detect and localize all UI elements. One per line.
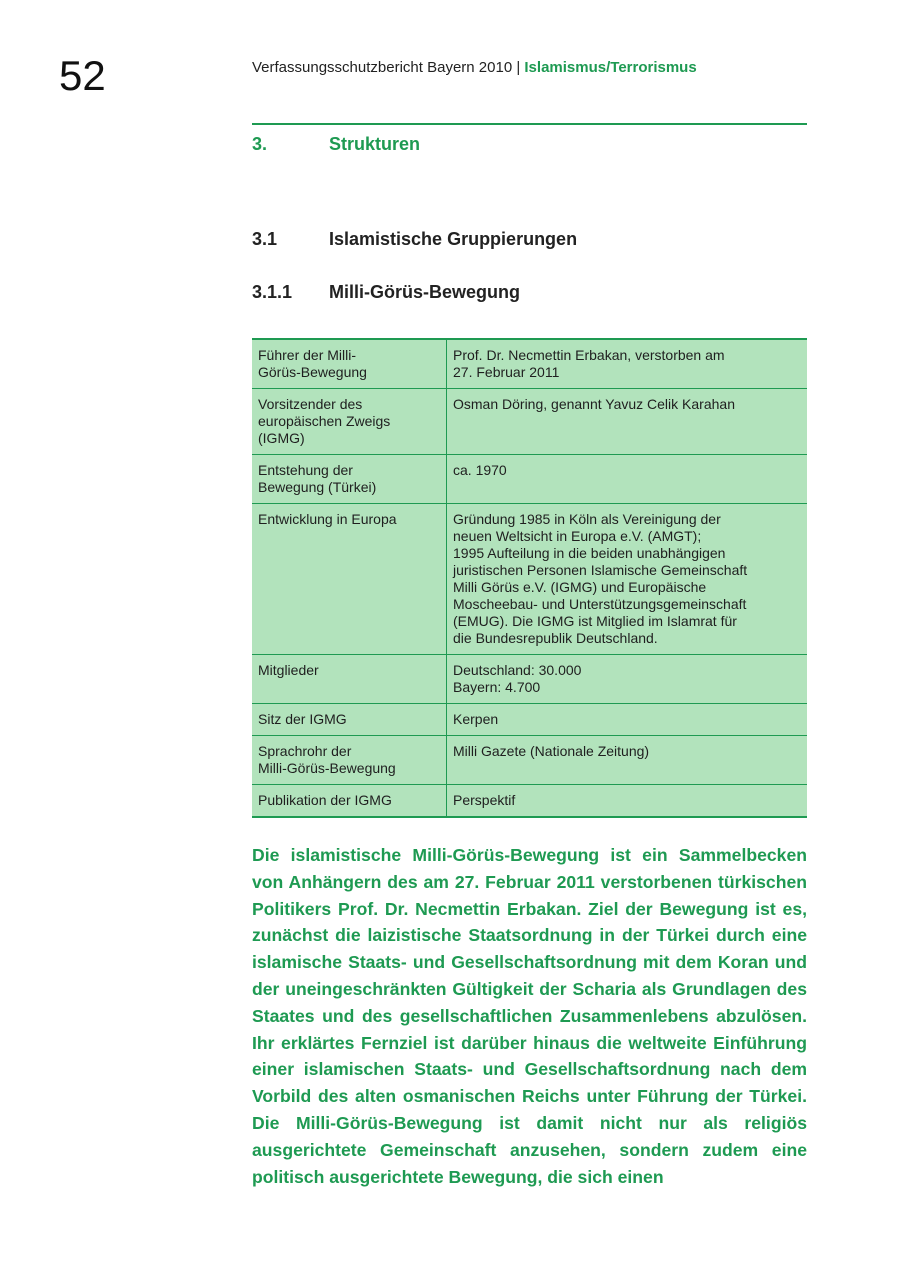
table-row: [252, 736, 807, 785]
fact-table: [252, 338, 807, 818]
table-row: [252, 785, 807, 818]
lead-paragraph: Die islamistische Milli-Görüs-Bewegung ist ein Sammelbecken von Anhängern des am 27. Februar 2011 verstorbenen türkischen Politikers Prof. Dr. Necmettin Erbakan. Ziel der Bewegung ist es, zunächst die laizistische Staatsordnung in der Türkei durch eine islamische Staats- und Gesellschaftsordnung mit dem Koran und der uneingeschränkten Gültigkeit der Scharia als Grundlagen des Staates und des gesellschaftlichen Zusammenlebens abzulösen. Ihr erklärtes Fernziel ist darüber hinaus die weltweite Einführung einer islamischen Staats- und Gesellschaftsordnung nach dem Vorbild des alten osmanischen Reichs unter Führung der Türkei. Die Milli-Görüs-Bewegung ist damit nicht nur als religiös ausgerichtete Gemeinschaft anzusehen, sondern zudem eine politisch ausgerichtete Bewegung, die sich einen: [252, 845, 807, 1187]
header-rule: [252, 123, 807, 125]
row-value: ca. 1970: [447, 455, 808, 504]
table-row: [252, 655, 807, 704]
row-value: Deutschland: 30.000 Bayern: 4.700: [447, 655, 808, 704]
row-label: Sprachrohr der Milli-Görüs-Bewegung: [252, 736, 447, 785]
table-row: [252, 704, 807, 736]
heading-section: [252, 228, 577, 250]
row-label: Mitglieder: [252, 655, 447, 704]
publication-title: Verfassungsschutzbericht Bayern 2010 |: [252, 59, 525, 76]
page-number: 52: [59, 52, 106, 99]
table-row: [252, 455, 807, 504]
table-row: [252, 389, 807, 455]
section-title: Islamismus/Terrorismus: [524, 59, 697, 76]
row-label: Führer der Milli- Görüs-Bewegung: [252, 339, 447, 389]
heading-title: Strukturen: [329, 134, 421, 154]
running-header: [252, 58, 697, 78]
heading-title: Islamistische Gruppierungen: [329, 229, 578, 249]
row-label: Entwicklung in Europa: [252, 504, 447, 655]
heading-number: 3.: [252, 134, 268, 154]
row-value: Kerpen: [447, 704, 808, 736]
heading-subsection: [252, 281, 520, 303]
row-value: Milli Gazete (Nationale Zeitung): [447, 736, 808, 785]
table-row: [252, 504, 807, 655]
heading-chapter: [252, 133, 420, 155]
row-value: Perspektif: [453, 792, 516, 808]
row-value: Prof. Dr. Necmettin Erbakan, verstorben am 27. Februar 2011: [447, 339, 808, 389]
table-row: [252, 339, 807, 389]
heading-title: Milli-Görüs-Bewegung: [329, 282, 520, 302]
row-label: Publikation der IGMG: [252, 785, 447, 818]
heading-number: 3.1: [252, 229, 278, 249]
row-label: Sitz der IGMG: [252, 704, 447, 736]
heading-number: 3.1.1: [252, 282, 293, 302]
row-label: Entstehung der Bewegung (Türkei): [252, 455, 447, 504]
row-value: Gründung 1985 in Köln als Vereinigung der neuen Weltsicht in Europa e.V. (AMGT); 1995 Aufteilung in die beiden unabhängigen juristischen Personen Islamische Gemeinschaft Milli Görüs e.V. (IGMG) und Europäische Moscheebau- und Unterstützungsgemeinschaft (EMUG). Die IGMG ist Mitglied im Islamrat für die Bundesrepublik Deutschland.: [447, 504, 808, 655]
row-value: Osman Döring, genannt Yavuz Celik Karahan: [447, 389, 808, 455]
row-label: Vorsitzender des europäischen Zweigs (IGMG): [252, 389, 447, 455]
